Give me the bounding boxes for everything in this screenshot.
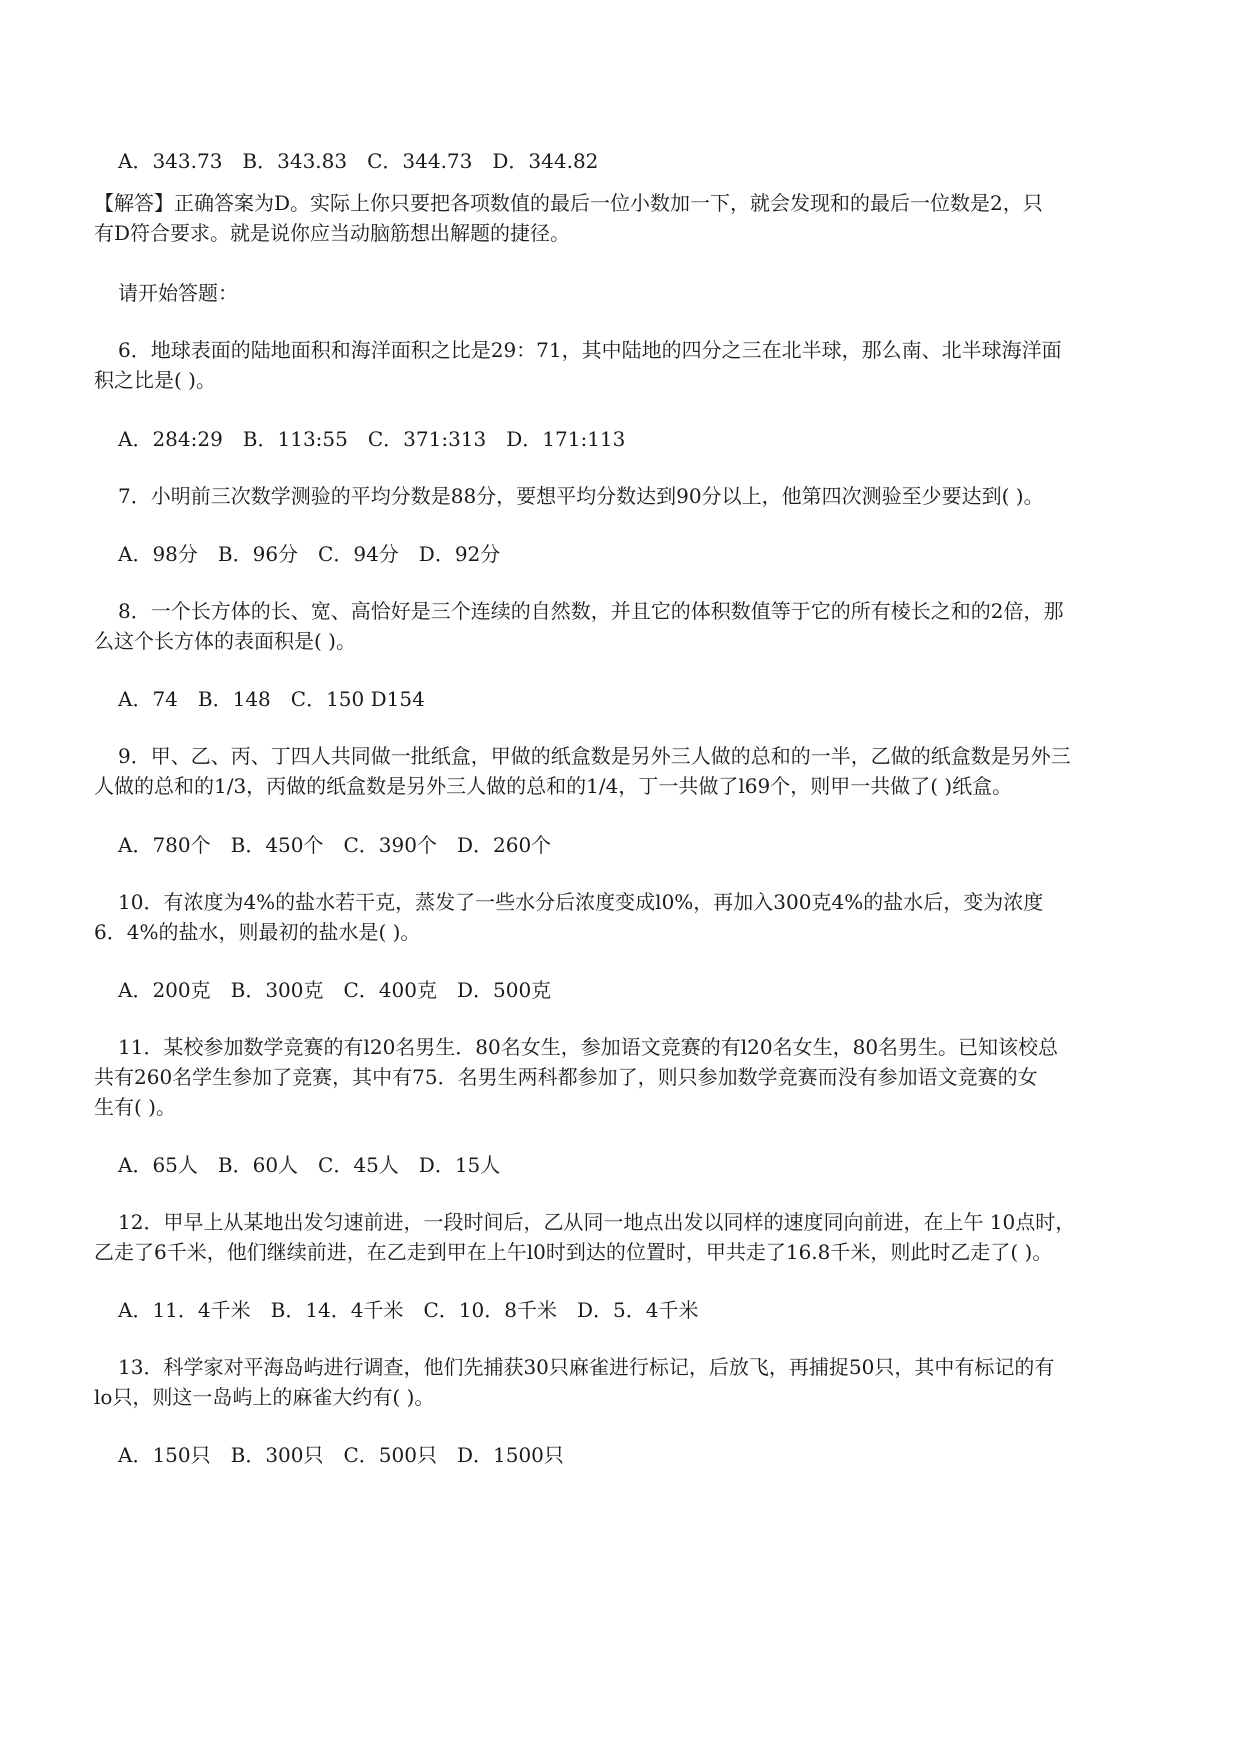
question-9-line: 人做的总和的1/3，丙做的纸盒数是另外三人做的总和的1/4，丁一共做了l69个，则甲一共做了( )纸盒。 [94,774,1013,798]
question-6-options: A．284:29 B．113:55 C．371:313 D．171:113 [118,427,626,451]
question-12-line: 12．甲早上从某地出发匀速前进，一段时间后，乙从同一地点出发以同样的速度同向前进，在上午 10点时， [118,1210,1076,1234]
question-11-line: 生有( )。 [94,1095,176,1119]
options-line: A．343.73 B．343.83 C．344.73 D．344.82 [118,149,599,173]
question-8-options: A．74 B．148 C．150 D154 [118,687,425,711]
question-13-options: A．150只 B．300只 C．500只 D．1500只 [118,1443,564,1467]
question-12-line: 乙走了6千米，他们继续前进，在乙走到甲在上午l0时到达的位置时，甲共走了16.8千米，则此时乙走了( )。 [94,1240,1053,1264]
question-7-line: 7．小明前三次数学测验的平均分数是88分，要想平均分数达到90分以上，他第四次测验至少要达到( )。 [118,484,1044,508]
question-7-options: A．98分 B．96分 C．94分 D．92分 [118,542,501,566]
question-11-options: A．65人 B．60人 C．45人 D．15人 [118,1153,501,1177]
question-9-line: 9．甲、乙、丙、丁四人共同做一批纸盒，甲做的纸盒数是另外三人做的总和的一半，乙做的纸盒数是另外三 [118,744,1071,768]
question-8-line: 么这个长方体的表面积是( )。 [94,629,356,653]
question-12-options: A．11．4千米 B．14．4千米 C．10．8千米 D．5．4千米 [118,1298,699,1322]
question-13-line: 13．科学家对平海岛屿进行调查，他们先捕获30只麻雀进行标记，后放飞，再捕捉50只，其中有标记的有 [118,1355,1055,1379]
question-8-line: 8．一个长方体的长、宽、高恰好是三个连续的自然数，并且它的体积数值等于它的所有棱长之和的2倍，那 [118,599,1064,623]
answer-line: 【解答】正确答案为D。实际上你只要把各项数值的最后一位小数加一下，就会发现和的最后一位数是2，只 [94,191,1043,215]
question-6-line: 积之比是( )。 [94,368,216,392]
answer-line: 有D符合要求。就是说你应当动脑筋想出解题的捷径。 [94,221,571,245]
question-13-line: lo只，则这一岛屿上的麻雀大约有( )。 [94,1385,435,1409]
question-10-line: 10．有浓度为4%的盐水若干克，蒸发了一些水分后浓度变成l0%，再加入300克4%的盐水后，变为浓度 [118,890,1044,914]
question-9-options: A．780个 B．450个 C．390个 D．260个 [118,833,552,857]
question-11-line: 11．某校参加数学竞赛的有l20名男生．80名女生，参加语文竞赛的有l20名女生，80名男生。已知该校总 [118,1035,1059,1059]
instruction-line: 请开始答题： [118,281,238,305]
question-6-line: 6．地球表面的陆地面积和海洋面积之比是29：71，其中陆地的四分之三在北半球，那么南、北半球海洋面 [118,338,1062,362]
question-11-line: 共有260名学生参加了竞赛，其中有75．名男生两科都参加了，则只参加数学竞赛而没有参加语文竞赛的女 [94,1065,1038,1089]
question-10-options: A．200克 B．300克 C．400克 D．500克 [118,978,552,1002]
question-10-line: 6．4%的盐水，则最初的盐水是( )。 [94,920,421,944]
